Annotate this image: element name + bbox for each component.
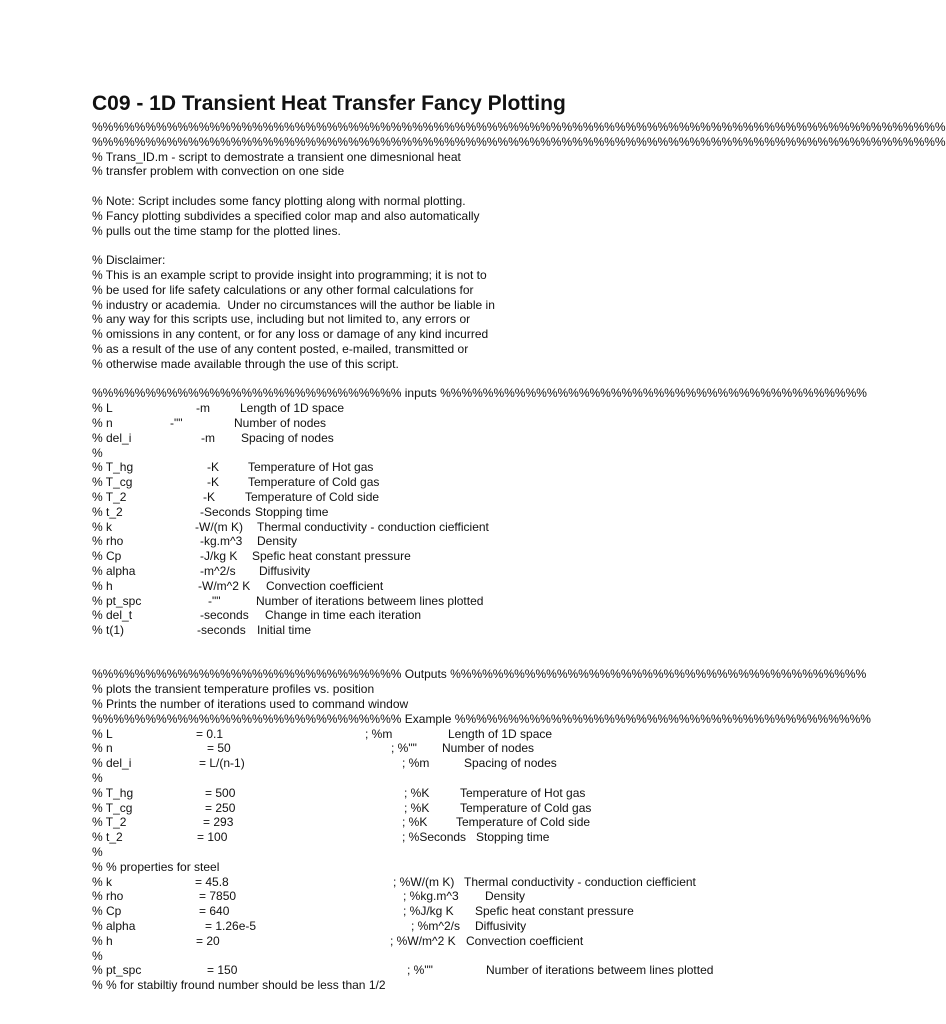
input-description: Number of iterations betweem lines plotted — [256, 593, 484, 608]
input-row — [92, 594, 768, 609]
example-row — [92, 845, 768, 860]
disclaimer-line: % otherwise made available through the use of this script. — [92, 356, 399, 371]
example-unit: ; %W/(m K) — [393, 874, 455, 889]
example-value: = 7850 — [199, 889, 237, 904]
outputs-header: %%%%%%%%%%%%%%%%%%%%%%%%%%%%% Outputs %%%%%%%%%%%%%%%%%%%%%%%%%%%%%%%%%%%%%%% — [92, 667, 867, 682]
disclaimer-line: % any way for this scripts use, including but not limited to, any errors or — [92, 312, 471, 327]
input-row — [92, 416, 768, 431]
example-row — [92, 830, 768, 845]
input-unit: -seconds — [200, 608, 249, 623]
example-row — [92, 904, 768, 919]
example-unit: ; %"" — [391, 741, 417, 756]
input-unit: -m — [201, 430, 215, 445]
example-unit: ; %m^2/s — [411, 919, 460, 934]
input-description: Spacing of nodes — [241, 430, 334, 445]
input-row — [92, 401, 768, 416]
example-description: Thermal conductivity - conduction ciefficient — [464, 874, 696, 889]
example-name: % % for stabiltiy fround number should be less than 1/2 — [92, 978, 386, 993]
input-name: % n — [92, 415, 113, 430]
example-name: % rho — [92, 889, 124, 904]
example-description: Temperature of Cold gas — [460, 800, 592, 815]
input-name: % — [92, 445, 103, 460]
note-line: % pulls out the time stamp for the plotted lines. — [92, 223, 341, 238]
example-unit: ; %Seconds — [402, 830, 467, 845]
example-name: % t_2 — [92, 830, 123, 845]
example-header: %%%%%%%%%%%%%%%%%%%%%%%%%%%%% Example %%%%%%%%%%%%%%%%%%%%%%%%%%%%%%%%%%%%%%% — [92, 711, 871, 726]
page-title: C09 - 1D Transient Heat Transfer Fancy Plotting — [92, 92, 566, 115]
example-name: % alpha — [92, 919, 136, 934]
example-name: % % properties for steel — [92, 859, 220, 874]
input-description: Density — [257, 534, 298, 549]
example-row — [92, 934, 768, 949]
blank-line — [92, 653, 768, 668]
input-row — [92, 608, 768, 623]
input-name: % rho — [92, 534, 124, 549]
input-name: % k — [92, 519, 113, 534]
example-value: = 250 — [205, 800, 236, 815]
example-name: % — [92, 948, 103, 963]
intro-line: % Trans_ID.m - script to demostrate a transient one dimesnional heat — [92, 149, 461, 164]
example-value: = 150 — [207, 963, 238, 978]
input-row — [92, 460, 768, 475]
input-description: Number of nodes — [234, 415, 327, 430]
example-description: Diffusivity — [475, 919, 527, 934]
example-row — [92, 801, 768, 816]
rule-line: %%%%%%%%%%%%%%%%%%%%%%%%%%%%%%%%%%%%%%%%%%%%%%%%%%%%%%%%%%%%%%%%%%%%%%%%%%%%%%%% — [92, 134, 946, 149]
example-value: = 1.26e-5 — [205, 919, 257, 934]
inputs-block — [92, 401, 768, 638]
example-row — [92, 727, 768, 742]
disclaimer-line: % as a result of the use of any content posted, e-mailed, transmitted or — [92, 341, 469, 356]
input-unit: -"" — [208, 593, 221, 608]
input-unit: -W/(m K) — [195, 519, 243, 534]
example-description: Temperature of Hot gas — [460, 785, 586, 800]
disclaimer-line: % This is an example script to provide insight into programming; it is not to — [92, 267, 487, 282]
input-unit: -J/kg K — [200, 549, 238, 564]
example-name: % — [92, 771, 103, 786]
input-name: % T_2 — [92, 489, 127, 504]
input-unit: -K — [203, 489, 215, 504]
input-description: Stopping time — [255, 504, 329, 519]
example-unit: ; %"" — [407, 963, 433, 978]
example-description: Stopping time — [476, 830, 550, 845]
input-name: % L — [92, 401, 113, 416]
example-row — [92, 771, 768, 786]
input-unit: -m^2/s — [200, 563, 236, 578]
example-unit: ; %m — [365, 726, 393, 741]
example-name: % k — [92, 874, 113, 889]
blank-line — [92, 238, 768, 253]
example-row — [92, 949, 768, 964]
input-unit: -"" — [170, 415, 183, 430]
input-name: % del_i — [92, 430, 132, 445]
input-description: Temperature of Hot gas — [248, 460, 374, 475]
example-row — [92, 919, 768, 934]
input-description: Length of 1D space — [240, 401, 345, 416]
input-description: Initial time — [257, 623, 312, 638]
example-name: % h — [92, 933, 113, 948]
example-value: = 45.8 — [195, 874, 229, 889]
input-name: % T_hg — [92, 460, 134, 475]
disclaimer-line: % Disclaimer: — [92, 253, 166, 268]
example-description: Temperature of Cold side — [456, 815, 591, 830]
note-line: % Fancy plotting subdivides a specified color map and also automatically — [92, 208, 480, 223]
example-description: Density — [485, 889, 526, 904]
input-row — [92, 579, 768, 594]
example-value: = 640 — [199, 904, 230, 919]
example-description: Convection coefficient — [466, 933, 584, 948]
example-row — [92, 978, 768, 993]
example-value: = 0.1 — [196, 726, 224, 741]
example-unit: ; %m — [402, 756, 430, 771]
input-unit: -W/m^2 K — [198, 578, 251, 593]
disclaimer-line: % omissions in any content, or for any loss or damage of any kind incurred — [92, 327, 489, 342]
input-name: % alpha — [92, 563, 136, 578]
input-unit: -Seconds — [200, 504, 251, 519]
example-row — [92, 875, 768, 890]
input-name: % pt_spc — [92, 593, 142, 608]
blank-line — [92, 638, 768, 653]
input-row — [92, 520, 768, 535]
input-row — [92, 534, 768, 549]
input-unit: -m — [196, 401, 210, 416]
example-unit: ; %K — [404, 800, 430, 815]
disclaimer-line: % be used for life safety calculations or any other formal calculations for — [92, 282, 474, 297]
input-name: % Cp — [92, 549, 122, 564]
input-row — [92, 490, 768, 505]
example-description: Spefic heat constant pressure — [475, 904, 634, 919]
example-value: = 20 — [196, 933, 220, 948]
blank-line — [92, 372, 768, 387]
example-row — [92, 889, 768, 904]
example-name: % T_cg — [92, 800, 133, 815]
outputs-line: % Prints the number of iterations used to command window — [92, 697, 409, 712]
example-name: % T_hg — [92, 785, 134, 800]
example-row — [92, 741, 768, 756]
script-listing — [92, 120, 946, 993]
example-row — [92, 815, 768, 830]
input-row — [92, 505, 768, 520]
outputs-line: % plots the transient temperature profiles vs. position — [92, 682, 375, 697]
example-value: = 100 — [197, 830, 228, 845]
example-name: % — [92, 845, 103, 860]
example-unit: ; %W/m^2 K — [390, 933, 456, 948]
input-description: Thermal conductivity - conduction ciefficient — [257, 519, 489, 534]
disclaimer-line: % industry or academia. Under no circumstances will the author be liable in — [92, 297, 495, 312]
input-name: % del_t — [92, 608, 133, 623]
example-unit: ; %K — [402, 815, 428, 830]
input-description: Temperature of Cold gas — [248, 475, 380, 490]
example-row — [92, 786, 768, 801]
example-unit: ; %kg.m^3 — [403, 889, 459, 904]
input-description: Convection coefficient — [266, 578, 384, 593]
input-row — [92, 564, 768, 579]
input-row — [92, 549, 768, 564]
input-unit: -kg.m^3 — [200, 534, 243, 549]
input-row — [92, 431, 768, 446]
example-row — [92, 963, 768, 978]
input-row — [92, 475, 768, 490]
input-unit: -seconds — [197, 623, 246, 638]
input-description: Diffusivity — [259, 563, 311, 578]
example-row — [92, 756, 768, 771]
input-row — [92, 623, 768, 638]
intro-line: % transfer problem with convection on one side — [92, 164, 345, 179]
example-description: Spacing of nodes — [464, 756, 557, 771]
input-name: % t(1) — [92, 623, 125, 638]
example-name: % n — [92, 741, 113, 756]
blank-line — [92, 179, 768, 194]
example-unit: ; %J/kg K — [403, 904, 454, 919]
input-name: % h — [92, 578, 113, 593]
example-unit: ; %K — [404, 785, 430, 800]
example-value: = L/(n-1) — [199, 756, 245, 771]
example-description: Number of iterations betweem lines plotted — [486, 963, 714, 978]
example-name: % T_2 — [92, 815, 127, 830]
example-value: = 293 — [203, 815, 234, 830]
example-name: % del_i — [92, 756, 132, 771]
example-description: Number of nodes — [442, 741, 535, 756]
example-value: = 50 — [207, 741, 231, 756]
rule-line: %%%%%%%%%%%%%%%%%%%%%%%%%%%%%%%%%%%%%%%%%%%%%%%%%%%%%%%%%%%%%%%%%%%%%%%%%%%%%%%% — [92, 120, 946, 134]
input-name: % t_2 — [92, 504, 123, 519]
input-description: Change in time each iteration — [265, 608, 422, 623]
example-name: % pt_spc — [92, 963, 142, 978]
input-row — [92, 446, 768, 461]
input-name: % T_cg — [92, 475, 133, 490]
example-block — [92, 727, 768, 993]
input-unit: -K — [207, 475, 219, 490]
note-line: % Note: Script includes some fancy plotting along with normal plotting. — [92, 193, 466, 208]
input-description: Temperature of Cold side — [245, 489, 380, 504]
input-description: Spefic heat constant pressure — [252, 549, 411, 564]
example-row — [92, 860, 768, 875]
inputs-header: %%%%%%%%%%%%%%%%%%%%%%%%%%%%% inputs %%%%%%%%%%%%%%%%%%%%%%%%%%%%%%%%%%%%%%%% — [92, 386, 867, 401]
input-unit: -K — [207, 460, 219, 475]
example-description: Length of 1D space — [448, 726, 553, 741]
example-value: = 500 — [205, 785, 236, 800]
example-name: % Cp — [92, 904, 122, 919]
example-name: % L — [92, 726, 113, 741]
